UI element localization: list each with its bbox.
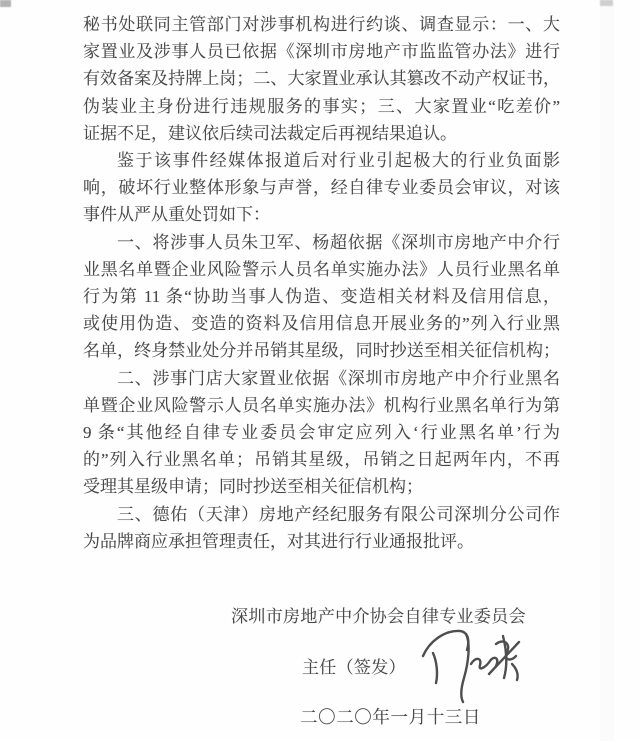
body-line: 的”列入行业黑名单；吊销其星级，吊销之日起两年内，不再: [83, 450, 560, 470]
signer-label: 主任（签发）: [302, 658, 406, 677]
body-line: 或使用伪造、变造的资料及信用信息开展业务的”列入行业黑: [83, 314, 560, 334]
body-line: 业黑名单暨企业风险警示人员名单实施办法》人员行业黑名单: [83, 259, 560, 279]
body-line: 证据不足，建议依后续司法裁定后再视结果追认。: [83, 123, 457, 143]
body-line: 名单，终身禁业处分并吊销其星级，同时抄送至相关征信机构；: [83, 341, 560, 361]
body-line: 9 条“其他经自律专业委员会审定应列入‘行业黑名单’行为: [83, 423, 560, 443]
body-line: 一、将涉事人员朱卫军、杨超依据《深圳市房地产中介行: [117, 232, 560, 252]
scan-artifact-top-left: [0, 0, 11, 7]
body-line: 二、涉事门店大家置业依据《深圳市房地产中介行业黑名: [117, 368, 560, 388]
committee-signoff-line: 深圳市房地产中介协会自律专业委员会: [231, 607, 526, 626]
body-line: 为品牌商应承担管理责任，对其进行行业通报批评。: [83, 531, 474, 551]
body-line: 家置业及涉事人员已依据《深圳市房地产市监监管办法》进行: [83, 42, 560, 62]
body-line: 受理其星级申请；同时抄送至相关征信机构；: [83, 477, 423, 497]
body-line: 伪装业主身份进行违规服务的事实；三、大家置业“吃差价”: [83, 96, 560, 116]
date-line: 二〇二〇年一月十三日: [300, 707, 481, 727]
body-line: 鉴于该事件经媒体报道后对行业引起极大的行业负面影: [117, 151, 560, 171]
document-body: [83, 11, 560, 555]
body-line: 三、德佑（天津）房地产经纪服务有限公司深圳分公司作: [117, 504, 560, 524]
paper-edge-shading: [600, 0, 614, 741]
body-line: 行为第 11 条“协助当事人伪造、变造相关材料及信用信息，: [83, 287, 560, 307]
scan-artifact-top-right: [600, 0, 613, 6]
handwritten-signature: [416, 620, 528, 706]
body-line: 响，破坏行业整体形象与声誉，经自律专业委员会审议，对该: [83, 178, 560, 198]
body-line: 事件从严从重处罚如下：: [83, 205, 270, 225]
body-line: 单暨企业风险警示人员名单实施办法》机构行业黑名单行为第: [83, 395, 560, 415]
body-line: 有效备案及持牌上岗；二、大家置业承认其篡改不动产权证书，: [83, 69, 560, 89]
body-line: 秘书处联同主管部门对涉事机构进行约谈、调查显示：一、大: [83, 15, 560, 34]
